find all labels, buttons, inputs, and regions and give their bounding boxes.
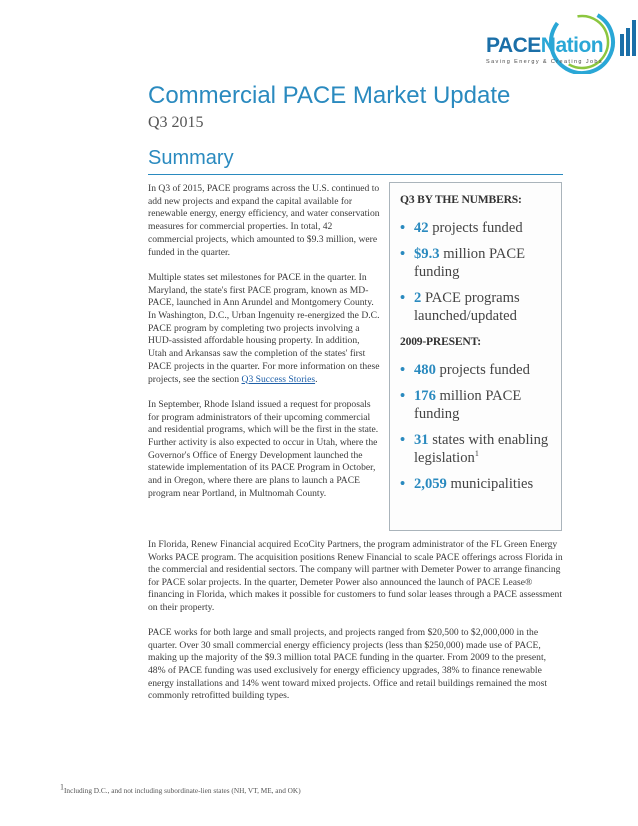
logo-wordmark: PACENation [486,34,604,57]
q3-numbers-list [390,219,561,325]
paragraph-florida: In Florida, Renew Financial acquired EcoCity Partners, the program administrator of the FL Green Energy Works PACE program. The acquisition positions Renew Financial to scale PACE offerings across Florida in the commercial and residential sectors. The company will partner with Demeter Power to arrange financing for PACE solar projects. In the quarter, Demeter Power also announced the launch of PACE Lease® financing in Florida, which makes it possible for customers to fund solar leases through a PACE assessment on their property. [148,539,563,613]
summary-column [148,183,380,513]
paragraph-q3-overview: In Q3 of 2015, PACE programs across the U.S. continued to add new projects and expand the capital available for renewable energy, energy efficiency, and water conservation measures for commercial properties. In total, 42 commercial projects, which amounted to $9.3 million, were funded in the quarter. [148,183,380,258]
page-subtitle: Q3 2015 [148,114,204,131]
q3-numbers-heading: Q3 BY THE NUMBERS: [400,193,522,206]
paragraph-state-milestones: Multiple states set milestones for PACE in the quarter. In Maryland, the state's first PACE program, known as MD-PACE, launched in Ann Arundel and Montgomery County. In Washington, D.C., Urban Ingenuity re-energized the D.C. PACE program by completing two projects involving a HUD-assisted affordable housing property. In addition, Utah and Arkansas saw the completion of the states' first PACE projects in the quarter. For more information on these projects, see the section Q3 Success Stories. [148,271,380,385]
body-full-width [148,539,564,715]
list-item: • $9.3 million PACE funding [400,245,561,281]
list-item: • 176 million PACE funding [400,387,561,423]
footnote: 1Including D.C., and not including subordinate-lien states (NH, VT, ME, and OK) [60,782,301,795]
paragraph-project-sizes: PACE works for both large and small projects, and projects ranged from $20,500 to $2,000,000 in the quarter. Over 30 small commercial energy efficiency projects (less than $250,000) made use of PACE, making up the majority of the $9.3 million total PACE funding in the quarter. From 2009 to the present, 48% of PACE funding was used exclusively for energy efficiency upgrades, 38% to finance renewable energy installations and 14% went toward mixed projects. Office and retail buildings remained the most commonly retrofitted building types. [148,627,548,702]
list-item: • 42 projects funded [400,219,561,237]
section-heading-summary: Summary [148,147,234,169]
to-date-numbers-list [390,361,561,493]
page-title: Commercial PACE Market Update [148,82,511,109]
numbers-sidebar [389,182,562,531]
list-item: • 2 PACE programs launched/updated [400,289,561,325]
pacenation-logo [478,4,638,74]
list-item: • 31 states with enabling legislation$^1$ [400,431,561,467]
section-divider [148,174,563,175]
to-date-numbers-heading: 2009-PRESENT: [400,335,481,348]
logo-tagline: Saving Energy & Creating Jobs [486,59,604,65]
list-item: • 2,059 municipalities [400,475,561,493]
paragraph-upcoming-programs: In September, Rhode Island issued a request for proposals for program administrators of their upcoming commercial and residential programs, which will be the first in the state. Further activity is also expected to occur in Utah, where the Governor's Office of Energy Development launched the statewide implementation of its PACE Program in October, and in Oregon, where there are plans to launch a PACE program near Portland, in Multnomah County. [148,398,379,499]
list-item: • 480 projects funded [400,361,561,379]
q3-success-stories-link[interactable]: Q3 Success Stories [241,373,316,385]
